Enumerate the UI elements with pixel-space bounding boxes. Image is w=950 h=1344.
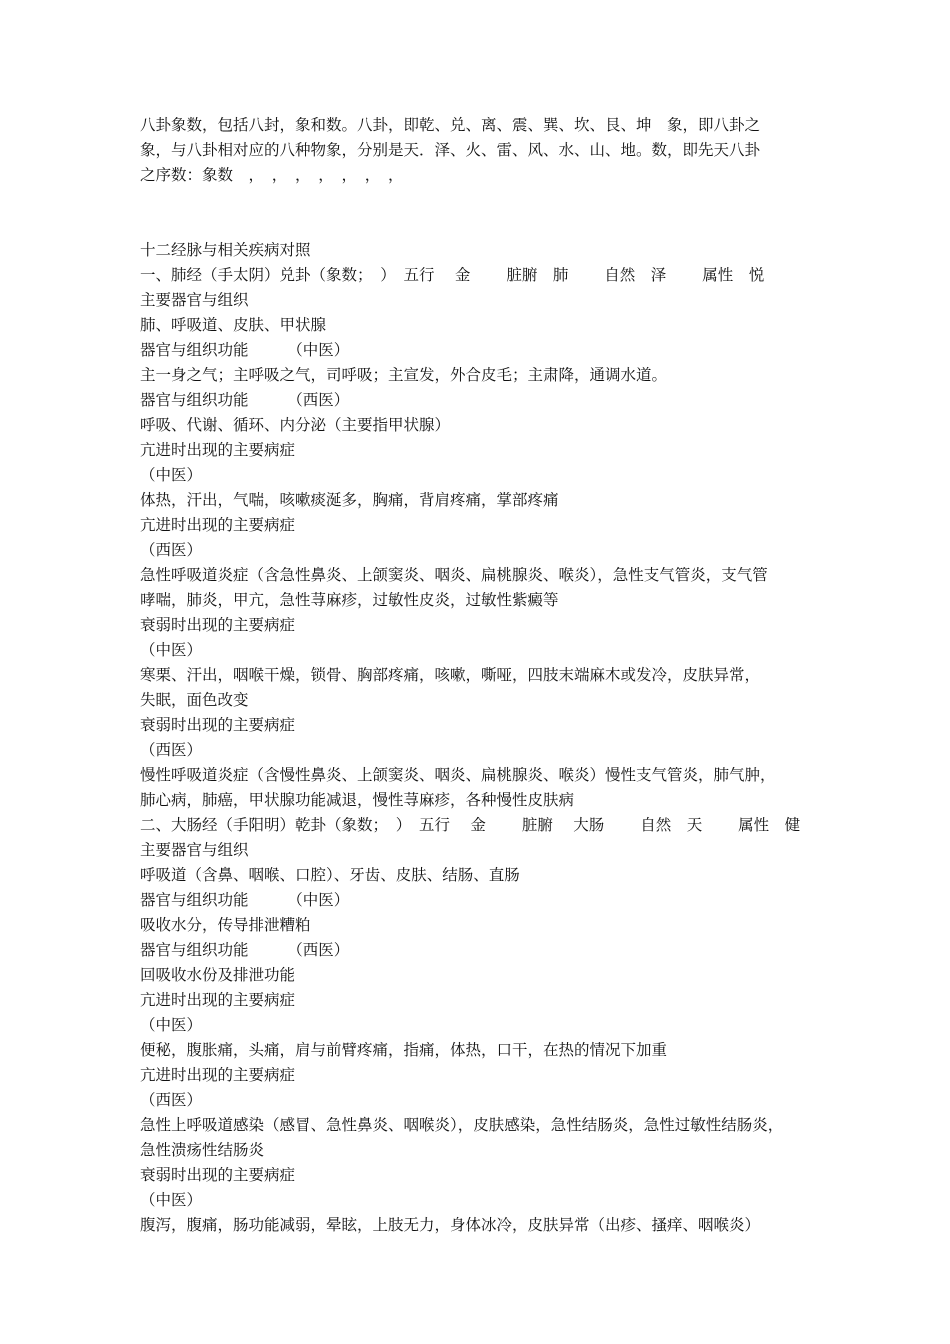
document-line: 体热，汗出，气喘，咳嗽痰涎多，胸痛，背肩疼痛，掌部疼痛 [140, 491, 559, 509]
document-line: 衰弱时出现的主要病症 [140, 1166, 296, 1184]
document-line: 器官与组织功能 （中医） [140, 341, 350, 359]
document-line: 器官与组织功能 （西医） [140, 941, 350, 959]
document-page [140, 113, 812, 1238]
document-line: （中医） [140, 466, 203, 484]
document-line: 肺、呼吸道、皮肤、甲状腺 [140, 316, 327, 334]
document-line: （西医） [140, 1091, 203, 1109]
document-line: 主要器官与组织 [140, 291, 249, 309]
intro-line: 之序数：象数 ， ， ， ， ， ， ， [140, 166, 404, 184]
document-line: （中医） [140, 1016, 203, 1034]
document-line: （西医） [140, 541, 203, 559]
document-line: 亢进时出现的主要病症 [140, 516, 296, 534]
document-line: （中医） [140, 1191, 203, 1209]
document-line: 器官与组织功能 （中医） [140, 891, 350, 909]
document-line: 亢进时出现的主要病症 [140, 1066, 296, 1084]
document-line: 腹泻，腹痛，肠功能减弱，晕眩，上肢无力，身体冰冷，皮肤异常（出疹、搔痒、咽喉炎） [140, 1216, 761, 1234]
document-line: 呼吸道（含鼻、咽喉、口腔）、牙齿、皮肤、结肠、直肠 [140, 866, 520, 884]
document-line: 衰弱时出现的主要病症 [140, 616, 296, 634]
section-title: 十二经脉与相关疾病对照 [140, 241, 311, 259]
document-line: 吸收水分，传导排泄糟粕 [140, 916, 311, 934]
document-line: 呼吸、代谢、循环、内分泌（主要指甲状腺） [140, 416, 451, 434]
intro-paragraph [140, 113, 812, 188]
document-line: 亢进时出现的主要病症 [140, 991, 296, 1009]
document-line: 失眠，面色改变 [140, 691, 249, 709]
document-line: 一、肺经（手太阴）兑卦（象数； ） 五行 金 脏腑 肺 自然 泽 属性 悦 [140, 266, 765, 284]
intro-line: 象，与八卦相对应的八种物象，分别是天．泽、火、雷、风、水、山、地。数，即先天八卦 [140, 141, 761, 159]
document-line: （中医） [140, 641, 203, 659]
document-line: （西医） [140, 741, 203, 759]
document-line: 主要器官与组织 [140, 841, 249, 859]
spacer [140, 188, 812, 238]
document-line: 急性呼吸道炎症（含急性鼻炎、上颌窦炎、咽炎、扁桃腺炎、喉炎），急性支气管炎，支气管 [140, 566, 768, 584]
document-line: 急性溃疡性结肠炎 [140, 1141, 265, 1159]
document-line: 肺心病，肺癌，甲状腺功能减退，慢性荨麻疹，各种慢性皮肤病 [140, 791, 575, 809]
document-line: 二、大肠经（手阳明）乾卦（象数； ） 五行 金 脏腑 大肠 自然 天 属性 健 [140, 816, 801, 834]
intro-line: 八卦象数，包括八封，象和数。八卦，即乾、兑、离、震、巽、坎、艮、坤 象，即八卦之 [140, 116, 761, 134]
document-line: 急性上呼吸道感染（感冒、急性鼻炎、咽喉炎），皮肤感染，急性结肠炎，急性过敏性结肠炎， [140, 1116, 784, 1134]
document-line: 慢性呼吸道炎症（含慢性鼻炎、上颌窦炎、咽炎、扁桃腺炎、喉炎）慢性支气管炎，肺气肿， [140, 766, 776, 784]
document-line: 衰弱时出现的主要病症 [140, 716, 296, 734]
document-line: 哮喘，肺炎，甲亢，急性荨麻疹，过敏性皮炎，过敏性紫癜等 [140, 591, 559, 609]
document-line: 主一身之气；主呼吸之气，司呼吸；主宣发，外合皮毛；主肃降，通调水道。 [140, 366, 668, 384]
body-lines [140, 263, 812, 1238]
document-line: 器官与组织功能 （西医） [140, 391, 350, 409]
document-line: 便秘，腹胀痛，头痛，肩与前臂疼痛，指痛，体热，口干，在热的情况下加重 [140, 1041, 668, 1059]
document-line: 亢进时出现的主要病症 [140, 441, 296, 459]
document-line: 回吸收水份及排泄功能 [140, 966, 296, 984]
document-line: 寒栗、汗出，咽喉干燥，锁骨、胸部疼痛，咳嗽，嘶哑，四肢末端麻木或发冷，皮肤异常， [140, 666, 761, 684]
